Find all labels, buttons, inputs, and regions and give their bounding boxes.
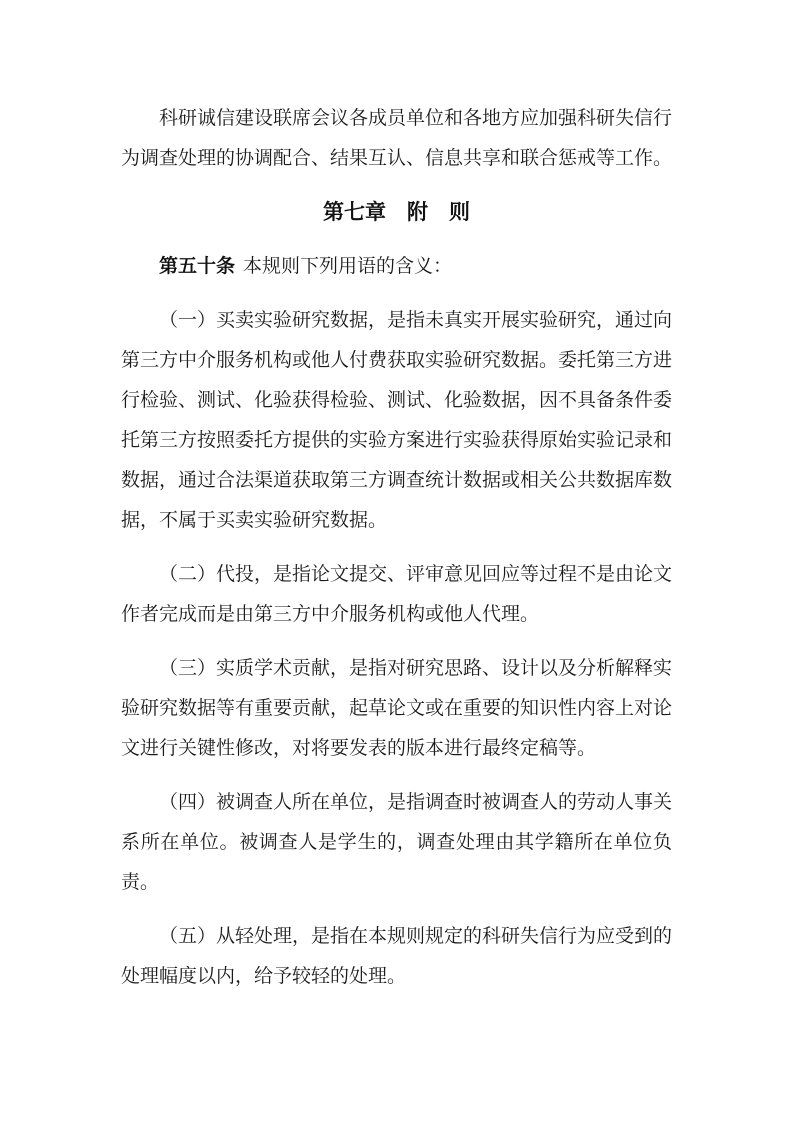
article-50-paragraph bbox=[121, 247, 672, 287]
intro-paragraph: 科研诚信建设联席会议各成员单位和各地方应加强科研失信行为调查处理的协调配合、结果互认、信息共享和联合惩戒等工作。 bbox=[121, 108, 673, 169]
definition-item-5: （五）从轻处理，是指在本规则规定的科研失信行为应受到的处理幅度以内，给予较轻的处理。 bbox=[121, 926, 673, 987]
definition-item-2: （二）代投，是指论文提交、评审意见回应等过程不是由论文作者完成而是由第三方中介服务机构或他人代理。 bbox=[121, 564, 673, 625]
definition-item-1: （一）买卖实验研究数据，是指未真实开展实验研究，通过向第三方中介服务机构或他人付费获取实验研究数据。委托第三方进行检验、测试、化验获得检验、测试、化验数据，因不具备条件委托第三方按照委托方提供的实验方案进行实验获得原始实验记录和数据，通过合法渠道获取第三方调查统计数据或相关公共数据库数据，不属于买卖实验研究数据。 bbox=[121, 310, 673, 531]
definition-item-4: （四）被调查人所在单位，是指调查时被调查人的劳动人事关系所在单位。被调查人是学生的，调查处理由其学籍所在单位负责。 bbox=[121, 792, 673, 893]
article-50-number: 第五十条 bbox=[159, 256, 236, 277]
definition-item-3: （三）实质学术贡献，是指对研究思路、设计以及分析解释实验研究数据等有重要贡献，起草论文或在重要的知识性内容上对论文进行关键性修改，对将要发表的版本进行最终定稿等。 bbox=[121, 658, 673, 759]
chapter-heading: 第七章 附 则 bbox=[323, 201, 470, 224]
article-50-text: 本规则下列用语的含义： bbox=[242, 256, 452, 277]
